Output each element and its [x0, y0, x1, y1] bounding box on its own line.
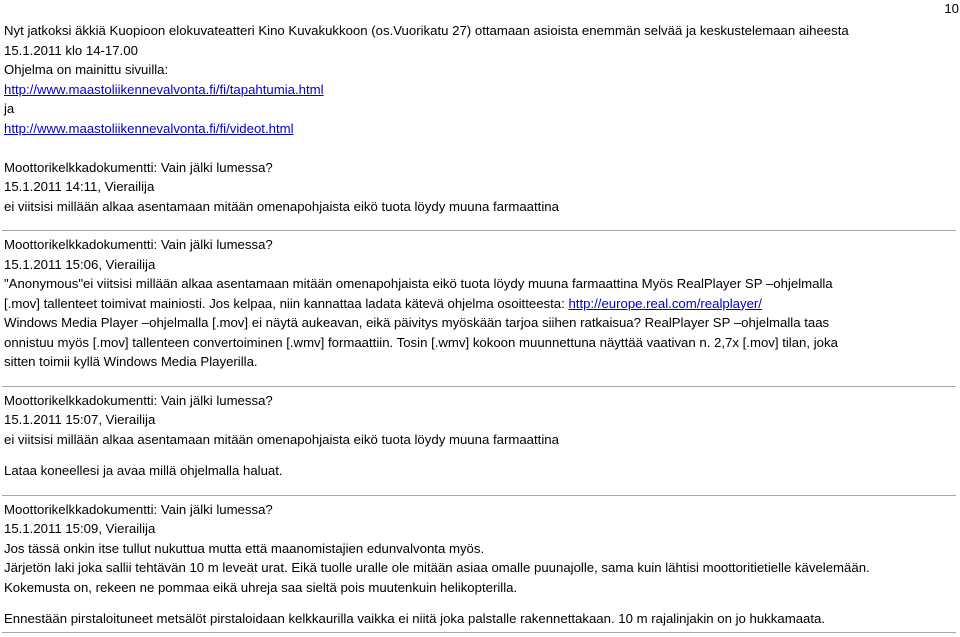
intro-date: 15.1.2011 klo 14-17.00 [4, 42, 138, 58]
post-body-line: ei viitsisi millään alkaa asentamaan mitään omenapohjaista eikö tuota löydy muuna farmaattina [4, 431, 559, 447]
post [4, 391, 954, 481]
post [4, 235, 954, 372]
post-body-line: Jos tässä onkin itse tullut nukuttua mutta että maanomistajien edunvalvonta myös. [4, 540, 485, 556]
post [4, 158, 954, 217]
post-meta: 15.1.2011 14:11, Vierailija [4, 179, 155, 194]
link-tapahtumia[interactable]: http://www.maastoliikennevalvonta.fi/fi/tapahtumia.html [4, 81, 324, 97]
intro-text: Nyt jatkoksi äkkiä Kuopioon elokuvateatteri Kino Kuvakukkoon (os.Vuorikatu 27) ottamaan asioista enemmän selvää ja keskustelemaan aiheesta [4, 23, 849, 38]
post-meta: 15.1.2011 15:07, Vierailija [4, 412, 156, 427]
post-divider [2, 632, 956, 633]
document-content [4, 21, 954, 633]
post-body-line: Windows Media Player –ohjelmalla [.mov] ei näytä aukeavan, eikä päivitys myöskään tarjoa siihen ratkaisua? RealPlayer SP –ohjelmalla taas [4, 315, 830, 330]
post-body-line: Ennestään pirstaloituneet metsälöt pirstaloidaan kelkkaurilla vaikka ei niitä joka palstalle rakennettakaan. 10 m rajalinjakin on jo hukkamaata. [4, 611, 826, 626]
post-body-line: sitten toimii kyllä Windows Media Playerilla. [4, 354, 258, 369]
post-meta: 15.1.2011 15:06, Vierailija [4, 256, 156, 272]
post-body: ei viitsisi millään alkaa asentamaan mitään omenapohjaista eikö tuota löydy muuna farmaattina [4, 198, 559, 214]
post-body-line: Järjetön laki joka sallii tehtävän 10 m leveät urat. Eikä tuolle uralle ole mitään asiaa omalle puunajolle, sama kuin lähtisi moottoritietielle kävelemään. [4, 560, 870, 575]
spacer [4, 138, 954, 158]
link-videot[interactable]: http://www.maastoliikennevalvonta.fi/fi/videot.html [4, 120, 294, 136]
intro-and: ja [4, 101, 15, 116]
post-title: Moottorikelkkadokumentti: Vain jälki lumessa? [4, 392, 273, 408]
post-title: Moottorikelkkadokumentti: Vain jälki lumessa? [4, 501, 273, 517]
post-body-line: onnistuu myös [.mov] tallenteen convertoiminen [.wmv] formaattiin. Tosin [.wmv] kokoon muunnettuna näyttää vaativan n. 2,7x [.mov] tilan, joka [4, 334, 838, 350]
post-meta: 15.1.2011 15:09, Vierailija [4, 521, 156, 536]
post-title: Moottorikelkkadokumentti: Vain jälki lumessa? [4, 237, 273, 252]
post-title: Moottorikelkkadokumentti: Vain jälki lumessa? [4, 159, 273, 175]
post-body-line: Lataa koneellesi ja avaa millä ohjelmalla haluat. [4, 463, 283, 478]
post-body-line: [.mov] tallenteet toimivat mainiosti. Jos kelpaa, niin kannattaa ladata kätevä ohjelma osoitteesta: [4, 295, 569, 311]
post [4, 500, 954, 629]
intro-program-label: Ohjelma on mainittu sivuilla: [4, 62, 169, 77]
intro-section [4, 21, 954, 138]
page-number: 10 [944, 1, 959, 16]
post-body-line: "Anonymous"ei viitsisi millään alkaa asentamaan mitään omenapohjaista eikö tuota löydy muuna farmaattina Myös RealPlayer SP –ohjelmalla [4, 276, 833, 291]
link-realplayer[interactable]: http://europe.real.com/realplayer/ [568, 295, 762, 311]
post-body-line: Kokemusta on, rekeen ne pommaa eikä uhreja saa sieltä pois muutenkuin helikopterilla. [4, 579, 518, 595]
